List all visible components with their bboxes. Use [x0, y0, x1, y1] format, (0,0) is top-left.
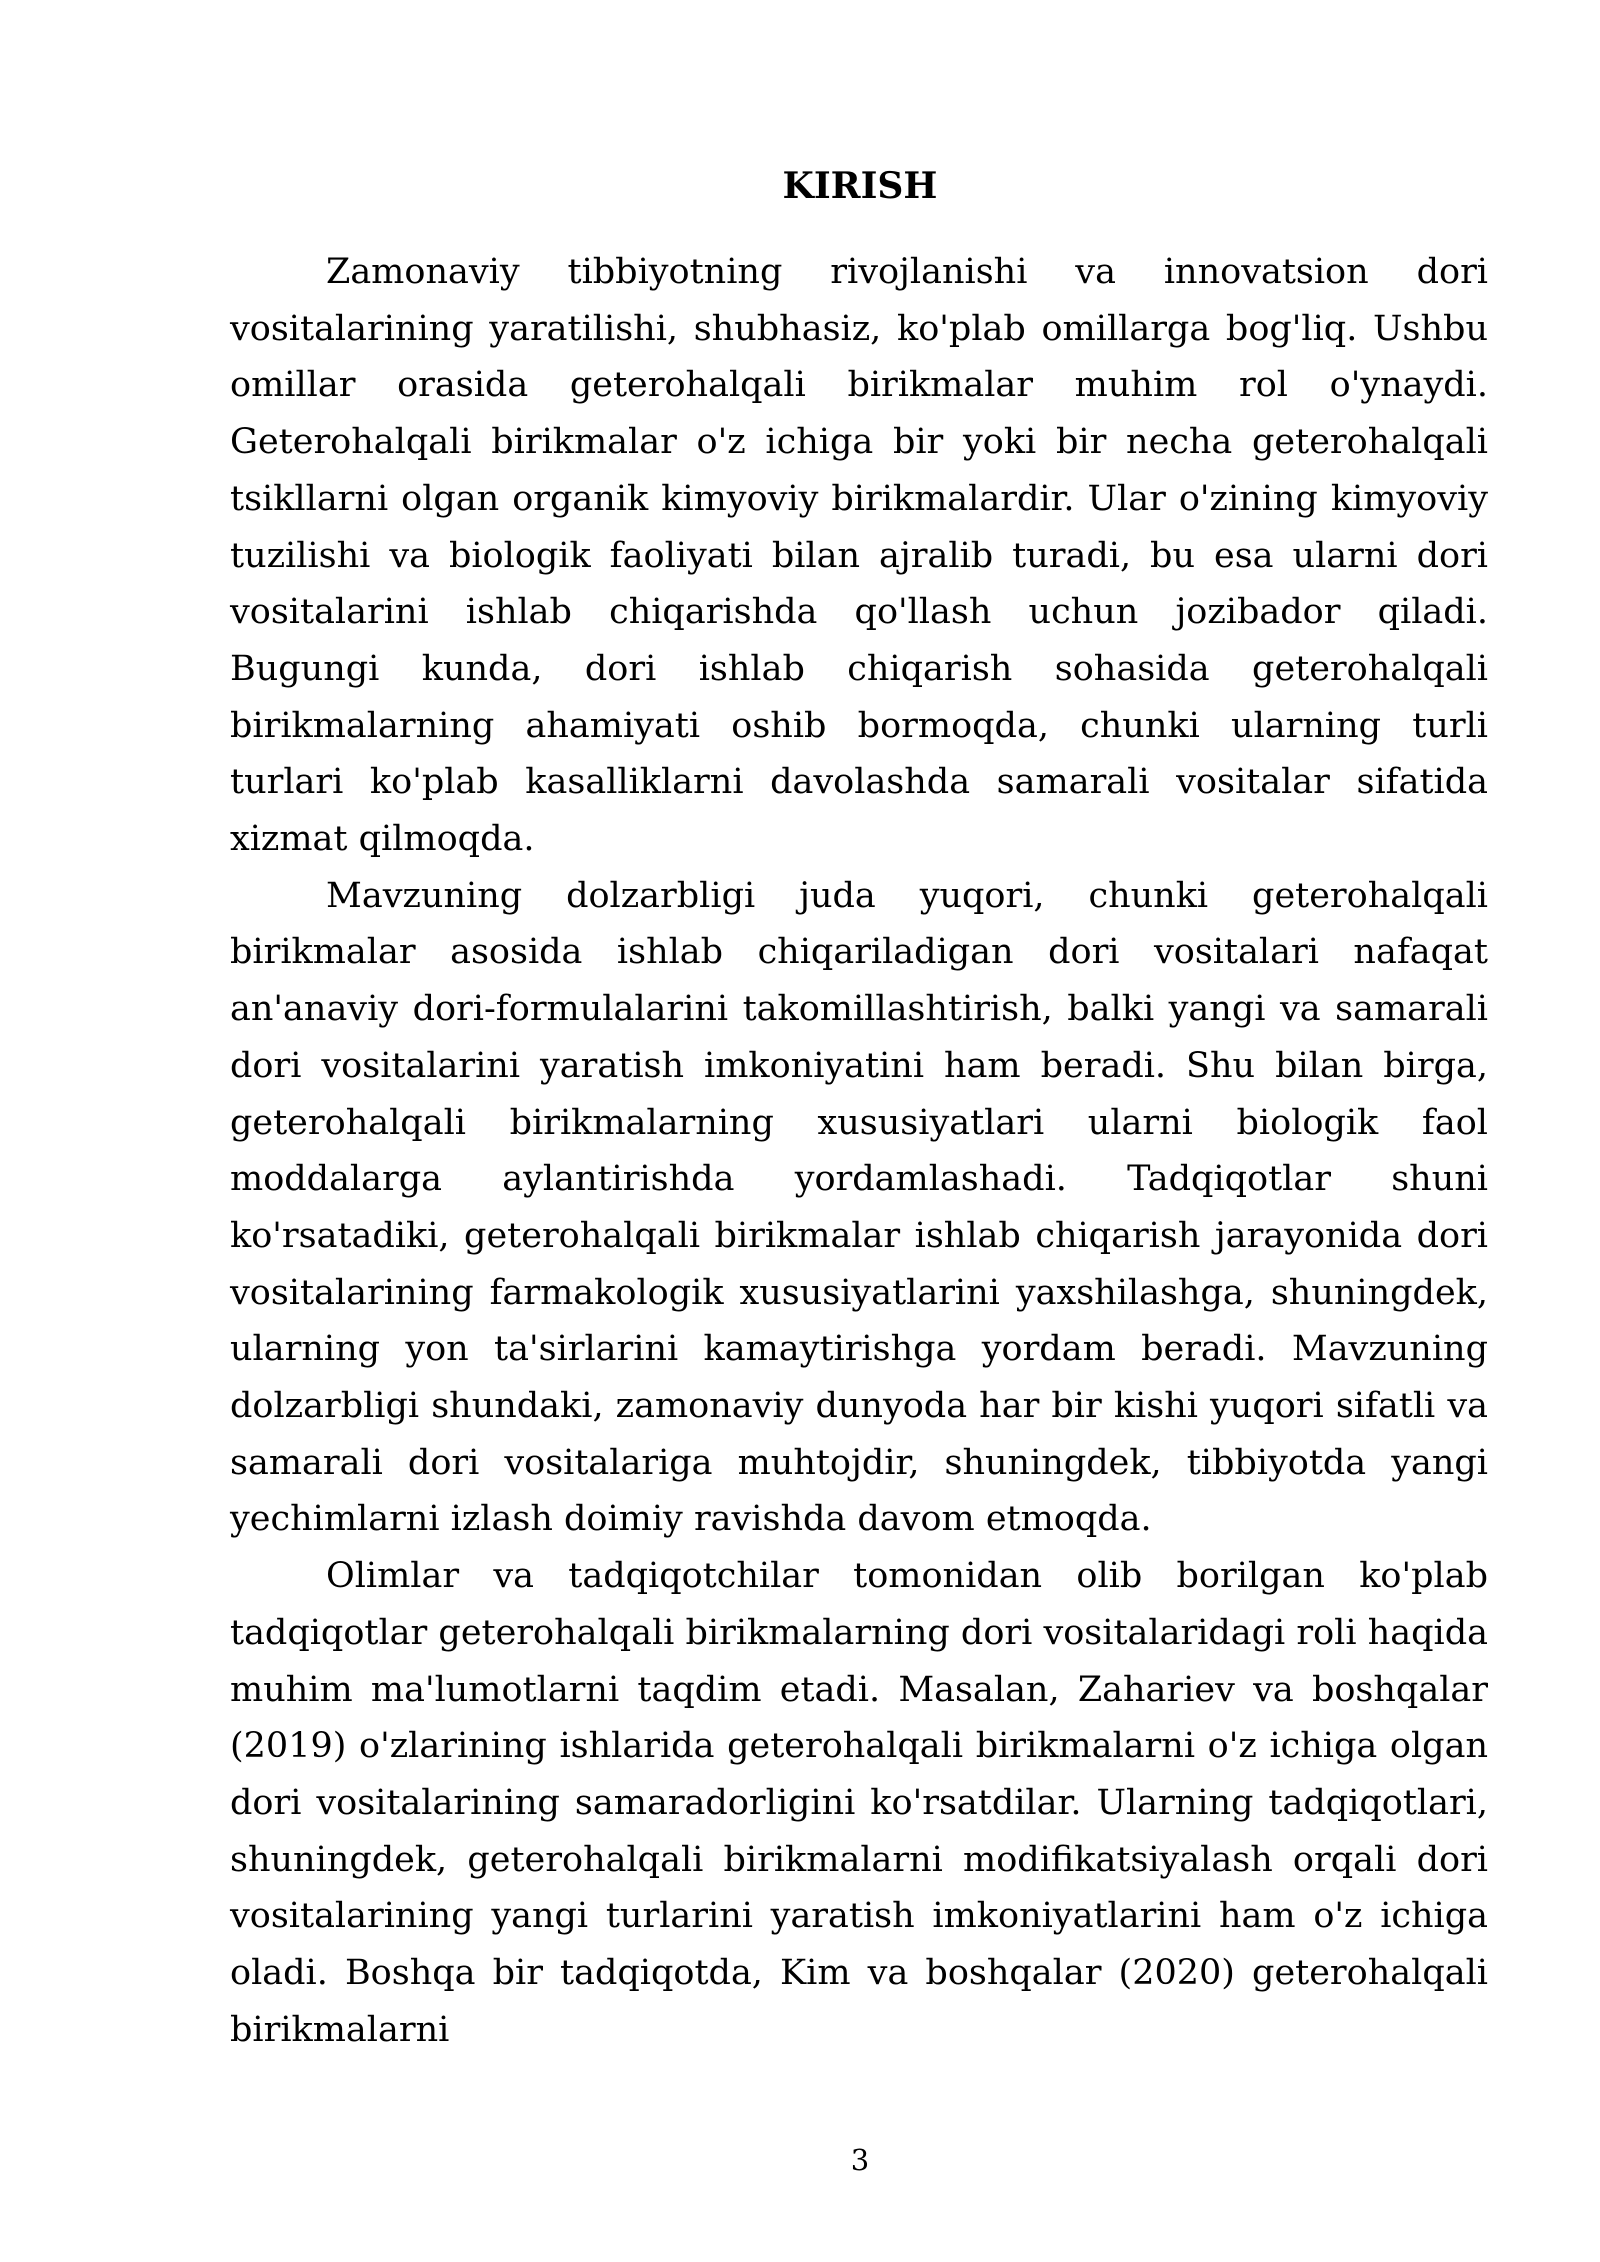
paragraph-2: Mavzuning dolzarbligi juda yuqori, chunki geterohalqali birikmalar asosida ishlab chiqariladigan dori vositalari nafaqat an'anaviy dori-formulalarini takomillashtirish, balki yangi va samarali dori vositalarini yaratish imkoniyatini ham beradi. Shu bilan birga, geterohalqali birikmalarning xususiyatlari ularni biologik faol moddalarga aylantirishda yordamlashadi. Tadqiqotlar shuni ko'rsatadiki, geterohalqali birikmalar ishlab chiqarish jarayonida dori vositalarining farmakologik xususiyatlarini yaxshilashga, shuningdek, ularning yon ta'sirlarini kamaytirishga yordam beradi. Mavzuning dolzarbligi shundaki, zamonaviy dunyoda har bir kishi yuqori sifatli va samarali dori vositalariga muhtojdir, shuningdek, tibbiyotda yangi yechimlarni izlash doimiy ravishda davom etmoqda. [230, 875, 1488, 1540]
paragraph-3: Olimlar va tadqiqotchilar tomonidan olib borilgan ko'plab tadqiqotlar geterohalqali birikmalarning dori vositalaridagi roli haqida muhim ma'lumotlarni taqdim etadi. Masalan, Zahariev va boshqalar (2019) o'zlarining ishlarida geterohalqali birikmalarni o'z ichiga olgan dori vositalarining samaradorligini ko'rsatdilar. Ularning tadqiqotlari, shuningdek, geterohalqali birikmalarni modifikatsiyalash orqali dori vositalarining yangi turlarini yaratish imkoniyatlarini ham o'z ichiga oladi. Boshqa bir tadqiqotda, Kim va boshqalar (2020) geterohalqali birikmalarni [230, 1556, 1488, 2050]
paragraph-1: Zamonaviy tibbiyotning rivojlanishi va innovatsion dori vositalarining yaratilishi, shubhasiz, ko'plab omillarga bog'liq. Ushbu omillar orasida geterohalqali birikmalar muhim rol o'ynaydi. Geterohalqali birikmalar o'z ichiga bir yoki bir necha geterohalqali tsikllarni olgan organik kimyoviy birikmalardir. Ular o'zining kimyoviy tuzilishi va biologik faoliyati bilan ajralib turadi, bu esa ularni dori vositalarini ishlab chiqarishda qo'llash uchun jozibador qiladi. Bugungi kunda, dori ishlab chiqarish sohasida geterohalqali birikmalarning ahamiyati oshib bormoqda, chunki ularning turli turlari ko'plab kasalliklarni davolashda samarali vositalar sifatida xizmat qilmoqda. [230, 252, 1488, 860]
page-number: 3 [850, 2143, 870, 2177]
section-title: KIRISH [782, 165, 938, 207]
body-text [230, 244, 1488, 2059]
